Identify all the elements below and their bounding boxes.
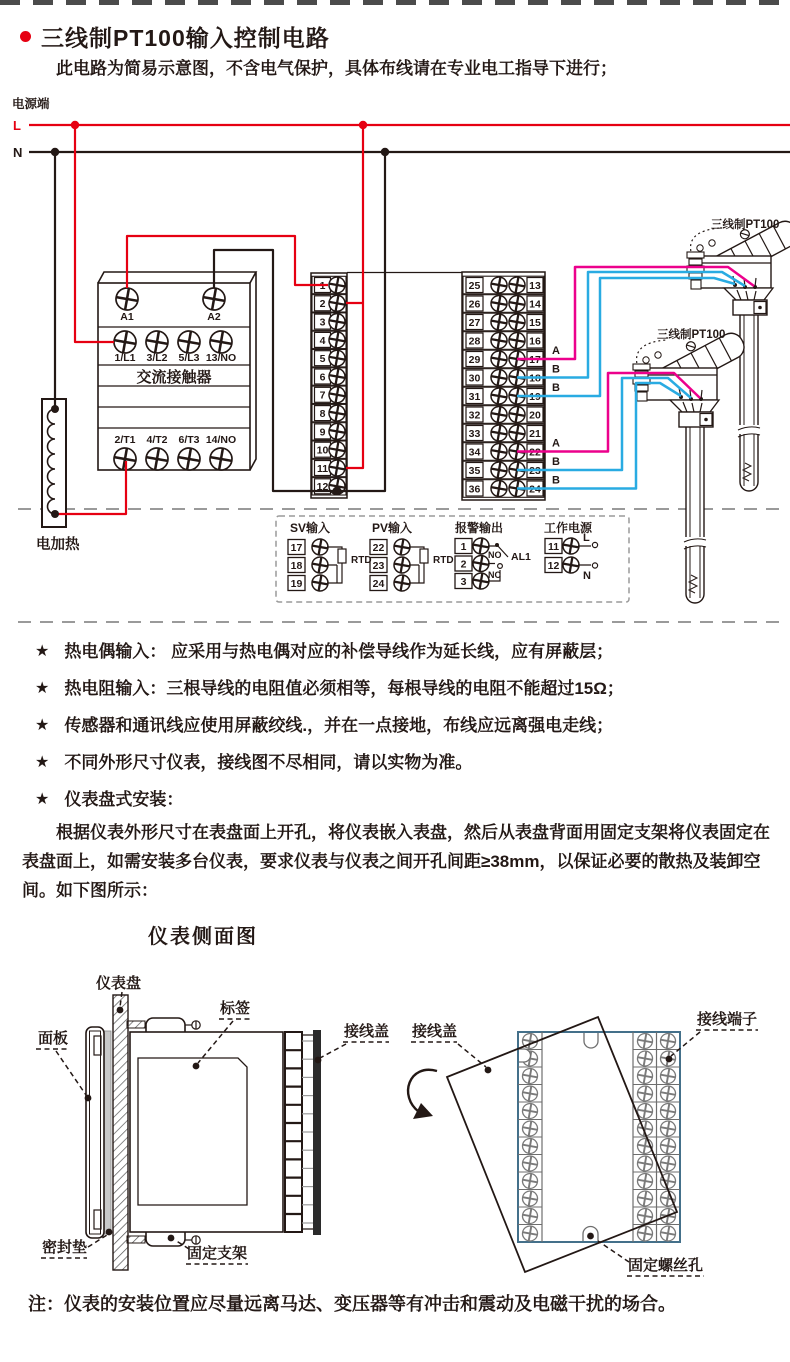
terminal-number: 31	[468, 390, 481, 403]
terminal-number: 3	[319, 316, 326, 329]
terminal-number: 2/T1	[114, 434, 136, 446]
note-text: 仪表盘式安装：	[64, 790, 184, 809]
terminal-number: 30	[468, 372, 481, 385]
page-subtitle: 此电路为简易示意图，不含电气保护，具体布线请在专业电工指导下进行；	[56, 59, 617, 78]
terminal-number: 21	[529, 427, 541, 440]
front-panel-label: 面板	[38, 1030, 69, 1047]
page-title: 三线制PT100输入控制电路	[41, 25, 330, 51]
tag-label: 标签	[220, 1000, 251, 1017]
side-view-heading: 仪表侧面图	[148, 924, 258, 948]
page-top-dashed-divider	[0, 0, 790, 5]
left-terminal-strip	[311, 273, 347, 498]
terminal-number: 2	[319, 298, 326, 311]
line-l-label: L	[13, 118, 21, 133]
bracket-label: 固定支架	[187, 1245, 248, 1262]
screw-terminal-icon	[562, 556, 581, 575]
pt100-top-label: 三线制PT100	[711, 219, 780, 231]
star-bullet-icon: ★	[35, 643, 50, 660]
note-text: 不同外形尺寸仪表，接线图不尽相同，请以实物为准。	[64, 753, 473, 772]
installation-diagrams	[0, 955, 790, 1285]
wiring-cover-label-side: 接线盖	[344, 1023, 390, 1040]
meter-tag-area	[138, 1058, 247, 1205]
terminal-number: 23	[372, 560, 385, 572]
screw-terminal-icon	[393, 556, 412, 575]
star-bullet-icon: ★	[35, 791, 50, 808]
pt100-sensor-bottom	[633, 320, 748, 603]
star-bullet-icon: ★	[35, 717, 50, 734]
contactor-title: 交流接触器	[136, 369, 212, 386]
screw-terminal-icon	[311, 538, 330, 557]
notes-list	[35, 641, 780, 826]
terminal-number: 24	[529, 483, 541, 496]
terminal-number: 29	[468, 353, 481, 366]
terminal-number: 25	[468, 279, 481, 292]
terminal-label: 接线端子	[697, 1011, 758, 1028]
screw-terminal-icon	[311, 574, 330, 593]
terminal-number: 5/L3	[178, 352, 200, 364]
rear-terminal-comb	[285, 1032, 313, 1232]
list-item	[35, 641, 780, 662]
terminal-number: 10	[316, 444, 329, 457]
screw-terminal-icon	[393, 538, 412, 557]
terminal-number: 13/NO	[205, 352, 237, 364]
terminal-number: 4/T2	[146, 434, 168, 446]
terminal-number: 19	[529, 390, 541, 403]
right-terminal-strip	[462, 272, 545, 500]
terminal-number: 3	[460, 576, 467, 588]
panel-board-label: 仪表盘	[96, 975, 142, 992]
terminal-number: 5	[319, 353, 326, 366]
supply-symbol	[578, 532, 598, 582]
terminal-number: 27	[468, 316, 481, 329]
terminal-number: 7	[319, 389, 326, 402]
meter-side-view	[36, 974, 389, 1270]
terminal-number: 18	[290, 560, 303, 572]
install-paragraph: 根据仪表外形尺寸在表盘面上开孔，将仪表嵌入表盘，然后从表盘背面用固定支架将仪表固定在表盘面上，如需安装多台仪表，要求仪表与仪表之间开孔间距≥38mm，以保证必要的散热及装卸空间。如下图所示：	[22, 823, 770, 900]
screw-hole-label: 固定螺丝孔	[628, 1257, 704, 1274]
fixing-bracket-bottom	[127, 1232, 200, 1246]
terminal-number: B	[552, 382, 560, 394]
meter-back-view	[408, 1010, 758, 1276]
terminal-number: 26	[468, 298, 481, 311]
terminal-number: 23	[529, 464, 541, 477]
terminal-number: 15	[529, 316, 541, 329]
alarm-relay-name: AL1	[511, 551, 531, 563]
terminal-number: A2	[207, 311, 221, 323]
terminal-number: 19	[290, 578, 303, 590]
terminal-number: 8	[319, 408, 326, 420]
terminal-number: 17	[290, 542, 303, 554]
panel-board-cutaway	[113, 995, 128, 1270]
terminal-number: 24	[372, 578, 385, 590]
alarm-nc-label: NC	[488, 570, 501, 580]
sv-input-title: SV输入	[290, 521, 331, 535]
terminal-number: 35	[468, 464, 481, 477]
terminal-number: A	[552, 345, 560, 357]
star-bullet-icon: ★	[35, 754, 50, 771]
ac-contactor	[98, 272, 256, 472]
terminal-number: 34	[468, 446, 481, 459]
gasket-label: 密封垫	[42, 1239, 88, 1256]
terminal-number: A	[552, 437, 560, 450]
terminal-number: A1	[120, 311, 134, 323]
terminal-number: 33	[468, 427, 481, 440]
terminal-number: 11	[547, 541, 560, 553]
title-bullet-icon	[20, 31, 31, 42]
terminal-number: 18	[529, 372, 541, 385]
terminal-number: 12	[547, 560, 560, 572]
terminal-number: 3/L2	[146, 352, 168, 364]
electric-heater	[36, 399, 80, 553]
mounting-slot-left	[519, 1049, 531, 1062]
power-terminal-label: 电源端	[12, 97, 50, 111]
sv-rtd-label: RTD	[351, 555, 372, 566]
terminal-number: B	[552, 456, 560, 468]
alarm-no-label: NO	[488, 550, 502, 560]
list-item	[35, 715, 780, 736]
terminal-number: 12	[316, 481, 329, 494]
rotate-arrow-icon	[408, 1070, 437, 1119]
terminal-number: 36	[468, 483, 481, 496]
terminal-number: 9	[319, 426, 326, 439]
terminal-number: 2	[460, 558, 467, 571]
work-power-title: 工作电源	[544, 521, 593, 535]
terminal-number: 11	[316, 462, 329, 475]
supply-n-label: N	[583, 570, 591, 582]
terminal-number: 28	[468, 335, 481, 348]
terminal-number: 16	[529, 335, 541, 348]
wiring-diagram	[0, 95, 790, 630]
pt100-bottom-label: 三线制PT100	[657, 329, 726, 341]
terminal-legend	[276, 516, 629, 602]
terminal-number: 1	[319, 279, 326, 292]
terminal-number: 6/T3	[178, 434, 200, 446]
screw-terminal-icon	[311, 556, 330, 575]
line-n-label: N	[13, 145, 23, 160]
terminal-number: 6	[319, 371, 326, 384]
terminal-number: B	[552, 474, 560, 487]
fixing-bracket-top	[127, 1018, 200, 1032]
terminal-number: 13	[529, 279, 541, 292]
star-bullet-icon: ★	[35, 680, 50, 697]
heater-label: 电加热	[36, 537, 80, 553]
note-text: 热电阻输入：三根导线的电阻值必须相等，每根导线的电阻不能超过15Ω；	[64, 679, 624, 698]
terminal-number: 14/NO	[205, 434, 237, 446]
front-panel-bezel	[86, 1027, 104, 1238]
gasket	[104, 1031, 111, 1234]
screw-terminal-icon	[393, 574, 412, 593]
terminal-number: 14	[529, 298, 541, 311]
alarm-output-title: 报警输出	[455, 521, 504, 535]
list-item	[35, 789, 780, 810]
terminal-number: 1/L1	[114, 352, 136, 364]
alarm-relay-symbol	[488, 543, 531, 581]
mounting-slot-top	[584, 1033, 598, 1048]
terminal-number: 17	[529, 353, 541, 366]
note-text: 热电偶输入： 应采用与热电偶对应的补偿导线作为延长线，应有屏蔽层；	[64, 642, 614, 661]
terminal-number: 4	[319, 334, 326, 347]
terminal-number: 22	[529, 446, 541, 459]
terminal-number: 22	[372, 542, 385, 554]
screw-terminal-icon	[562, 537, 581, 556]
list-item	[35, 678, 780, 699]
footer-note: 注：仪表的安装位置应尽量远离马达、变压器等有冲击和震动及电磁干扰的场合。	[28, 1294, 676, 1314]
terminal-number: 1	[460, 541, 467, 553]
pv-input-title: PV输入	[372, 521, 413, 535]
terminal-number: B	[552, 363, 560, 376]
wiring-cover-label-back: 接线盖	[412, 1023, 458, 1040]
note-text: 传感器和通讯线应使用屏蔽绞线.，并在一点接地，布线应远离强电走线；	[64, 716, 614, 735]
supply-l-label: L	[583, 532, 590, 544]
terminal-number: 20	[529, 409, 541, 422]
pv-rtd-label: RTD	[433, 555, 454, 566]
list-item	[35, 752, 780, 773]
terminal-number: 32	[468, 409, 481, 422]
